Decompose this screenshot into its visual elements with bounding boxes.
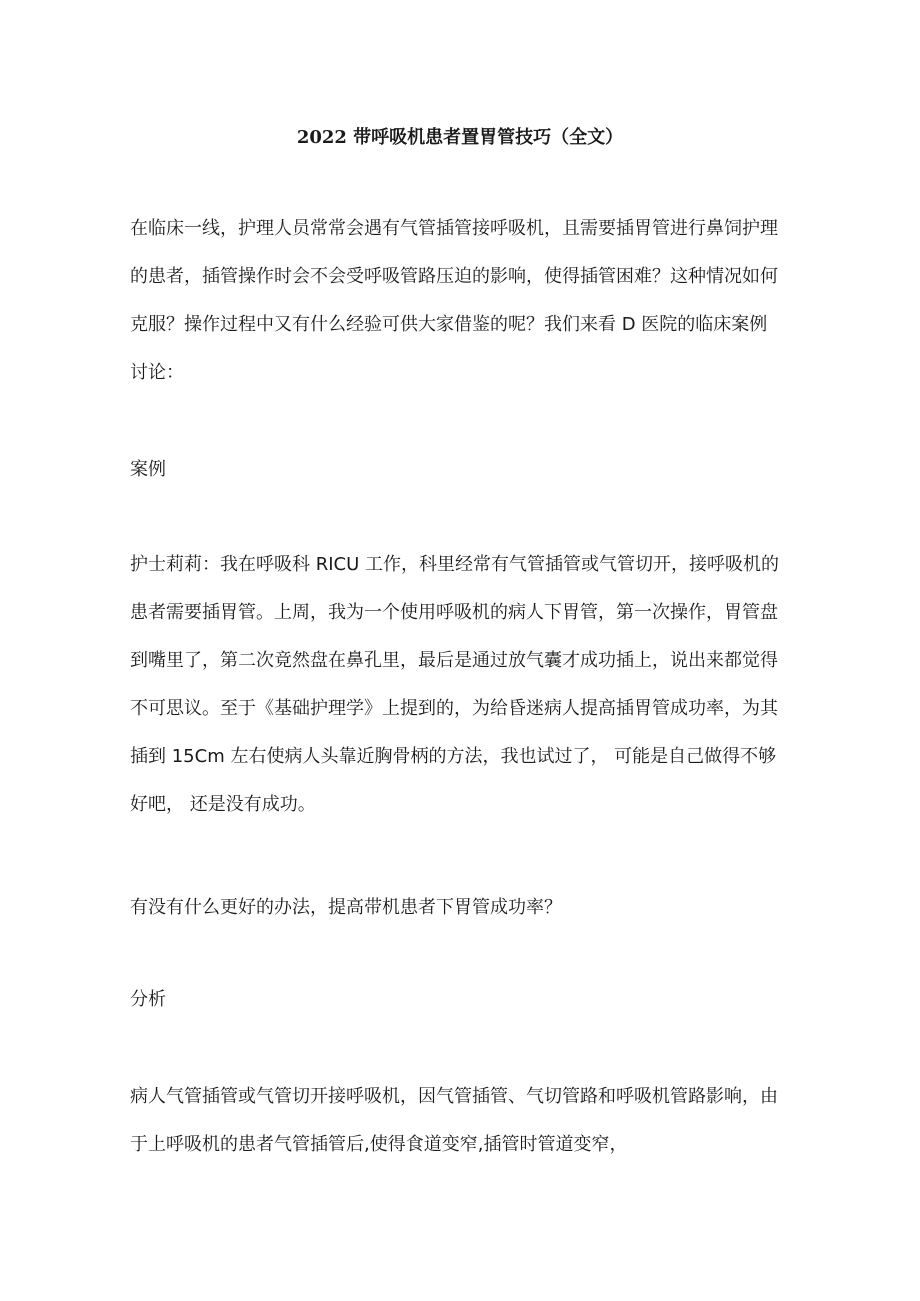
analysis-heading: 分析 <box>130 989 166 1010</box>
case-line: 到嘴里了，第二次竟然盘在鼻孔里，最后是通过放气囊才成功插上，说出来都觉得 <box>130 650 778 671</box>
case-paragraph <box>130 541 796 829</box>
intro-line: 克服？操作过程中又有什么经验可供大家借鉴的呢？我们来看 D 医院的临床案例 <box>130 314 768 335</box>
case-heading: 案例 <box>130 459 166 480</box>
intro-paragraph <box>130 205 796 397</box>
intro-line: 讨论： <box>130 362 184 383</box>
case-line: 患者需要插胃管。上周，我为一个使用呼吸机的病人下胃管，第一次操作，胃管盘 <box>130 602 778 623</box>
document-title: 2022 带呼吸机患者置胃管技巧（全文） <box>296 127 624 148</box>
analysis-line: 病人气管插管或气管切开接呼吸机，因气管插管、气切管路和呼吸机管路影响，由 <box>130 1086 778 1107</box>
intro-line: 的患者，插管操作时会不会受呼吸管路压迫的影响，使得插管困难？这种情况如何 <box>130 266 778 287</box>
intro-line: 在临床一线，护理人员常常会遇有气管插管接呼吸机，且需要插胃管进行鼻饲护理 <box>130 218 778 239</box>
case-line: 好吧， 还是没有成功。 <box>130 794 316 815</box>
case-line: 不可思议。至于《基础护理学》上提到的，为给昏迷病人提高插胃管成功率，为其 <box>130 698 778 719</box>
analysis-paragraph <box>130 1073 796 1169</box>
case-line: 护士莉莉：我在呼吸科 RICU 工作，科里经常有气管插管或气管切开，接呼吸机的 <box>130 554 779 575</box>
analysis-line: 于上呼吸机的患者气管插管后,使得食道变窄,插管时管道变窄， <box>130 1134 628 1155</box>
case-line: 插到 15Cm 左右使病人头靠近胸骨柄的方法，我也试过了， 可能是自己做得不够 <box>130 746 777 767</box>
question-text: 有没有什么更好的办法，提高带机患者下胃管成功率？ <box>130 897 562 918</box>
